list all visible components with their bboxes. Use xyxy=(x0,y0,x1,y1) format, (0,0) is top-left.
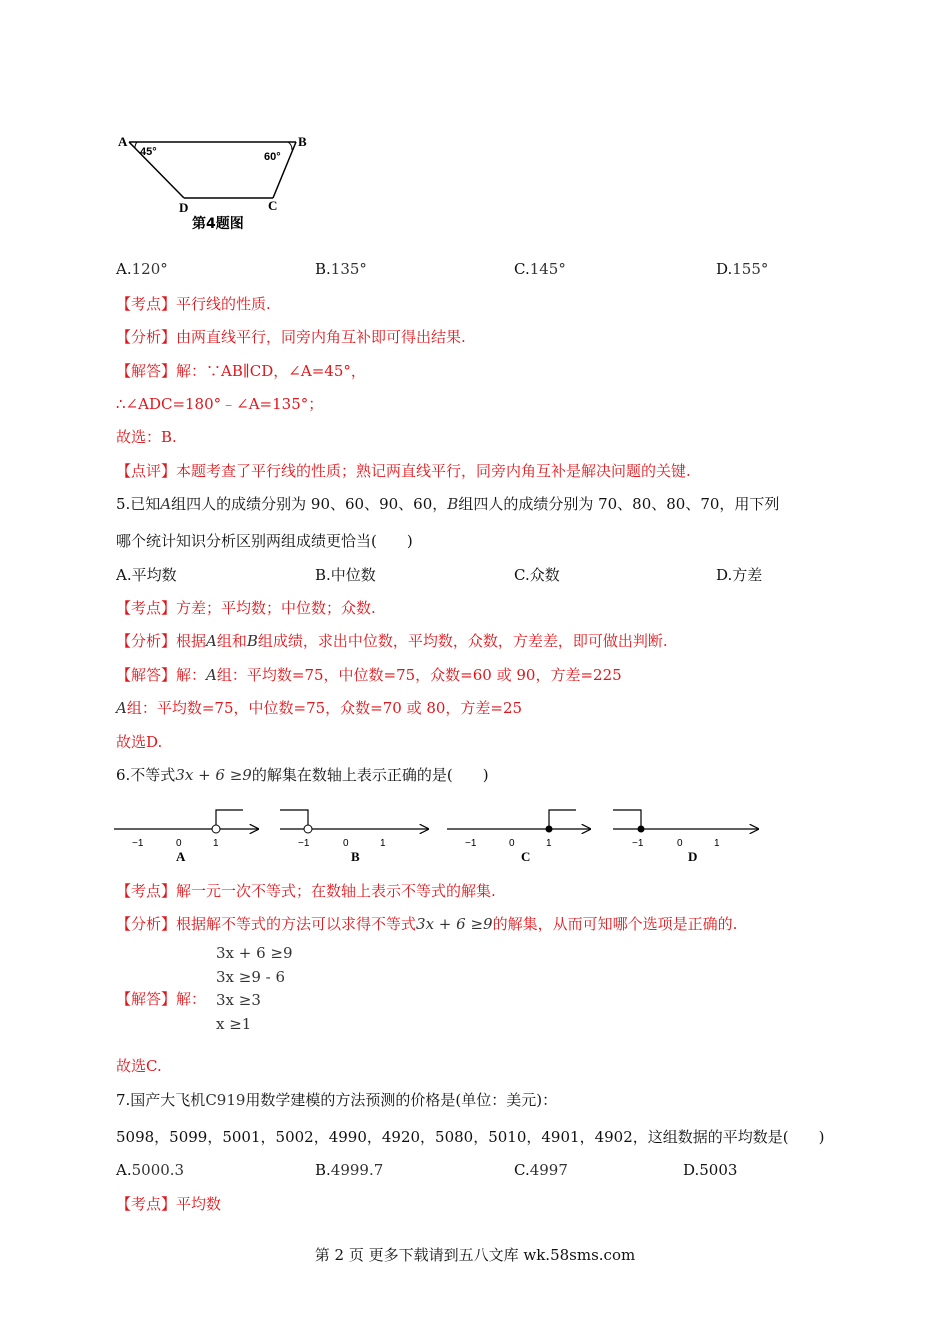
q4-jieda-2: ∴∠ADC=180°﹣∠A=135°； xyxy=(116,395,324,413)
svg-text:1: 1 xyxy=(714,838,720,849)
q4-option-a: A.120° xyxy=(116,260,168,278)
svg-text:0: 0 xyxy=(176,838,182,849)
q5-stem-1: 5.已知A组四人的成绩分别为 90、60、90、60，B组四人的成绩分别为 70、80、80、70，用下列 xyxy=(116,495,780,513)
svg-text:C: C xyxy=(521,849,531,864)
q6-jieda: 【解答】解： xyxy=(116,990,207,1008)
q6-step-3: 3x ≥3 xyxy=(216,991,261,1009)
svg-text:A: A xyxy=(176,849,186,864)
svg-text:0: 0 xyxy=(509,838,515,849)
angle-b-label: 60° xyxy=(264,151,281,163)
q6-answer: 故选C. xyxy=(116,1057,162,1075)
q4-fenxi: 【分析】由两直线平行，同旁内角互补即可得出结果. xyxy=(116,328,466,346)
q5-kaodian: 【考点】方差；平均数；中位数；众数. xyxy=(116,599,376,617)
q7-kaodian: 【考点】平均数 xyxy=(116,1195,222,1213)
q5-option-d: D.方差 xyxy=(716,566,763,584)
page-footer: 第 2 页 更多下载请到五八文库 wk.58sms.com xyxy=(314,1246,636,1264)
q7-option-b: B.4999.7 xyxy=(315,1161,384,1179)
q6-step-1: 3x + 6 ≥9 xyxy=(216,944,293,962)
vertex-a: A xyxy=(118,134,128,149)
q4-answer: 故选：B. xyxy=(116,428,177,446)
q5-option-a: A.平均数 xyxy=(116,566,177,584)
q7-stem-1: 7.国产大飞机C919用数学建模的方法预测的价格是(单位：美元)： xyxy=(116,1091,558,1109)
q5-fenxi: 【分析】根据A组和B组成绩，求出中位数，平均数，众数，方差差，即可做出判断. xyxy=(116,632,668,650)
q6-step-2: 3x ≥9 - 6 xyxy=(216,968,286,986)
svg-text:−1: −1 xyxy=(465,838,477,849)
q5-option-c: C.众数 xyxy=(514,566,560,584)
svg-text:1: 1 xyxy=(546,838,552,849)
number-line-a xyxy=(114,810,258,864)
angle-a-label: 45° xyxy=(140,146,157,158)
svg-text:−1: −1 xyxy=(132,838,144,849)
trapezoid-figure xyxy=(112,128,322,238)
svg-text:0: 0 xyxy=(677,838,683,849)
svg-text:1: 1 xyxy=(213,838,219,849)
number-line-d xyxy=(613,810,758,864)
svg-text:1: 1 xyxy=(380,838,386,849)
q7-option-c: C.4997 xyxy=(514,1161,568,1179)
q6-kaodian: 【考点】解一元一次不等式；在数轴上表示不等式的解集. xyxy=(116,882,496,900)
vertex-c: C xyxy=(268,198,278,213)
svg-text:−1: −1 xyxy=(298,838,310,849)
svg-text:D: D xyxy=(688,849,698,864)
q7-stem-2: 5098，5099，5001，5002，4990，4920，5080，5010，4901，4902，这组数据的平均数是( ) xyxy=(116,1128,825,1146)
figure-caption: 第4题图 xyxy=(192,216,244,232)
q5-jieda-2: A组：平均数=75，中位数=75，众数=70 或 80，方差=25 xyxy=(116,699,523,717)
q5-jieda: 【解答】解：A组：平均数=75，中位数=75，众数=60 或 90，方差=225 xyxy=(116,666,622,684)
vertex-d: D xyxy=(179,200,189,215)
q7-option-d: D.5003 xyxy=(683,1161,738,1179)
q6-fenxi: 【分析】根据解不等式的方法可以求得不等式3x + 6 ≥9的解集，从而可知哪个选项是正确的. xyxy=(116,915,738,933)
q5-stem-2: 哪个统计知识分析区别两组成绩更恰当( ) xyxy=(116,532,413,550)
svg-text:B: B xyxy=(351,849,360,864)
number-line-c xyxy=(447,810,590,864)
q4-option-d: D.155° xyxy=(716,260,769,278)
svg-text:−1: −1 xyxy=(632,838,644,849)
vertex-b: B xyxy=(298,134,307,149)
q4-kaodian: 【考点】平行线的性质. xyxy=(116,295,271,313)
q4-option-c: C.145° xyxy=(514,260,566,278)
q4-dianping: 【点评】本题考查了平行线的性质；熟记两直线平行，同旁内角互补是解决问题的关键. xyxy=(116,462,691,480)
q6-step-4: x ≥1 xyxy=(216,1015,252,1033)
q6-stem: 6.不等式3x + 6 ≥9的解集在数轴上表示正确的是( ) xyxy=(116,766,489,784)
q4-jieda: 【解答】解：∵AB∥CD，∠A=45°， xyxy=(116,362,366,380)
q4-option-b: B.135° xyxy=(315,260,367,278)
q5-option-b: B.中位数 xyxy=(315,566,376,584)
number-line-b xyxy=(280,810,428,864)
q5-answer: 故选D. xyxy=(116,733,163,751)
svg-text:0: 0 xyxy=(343,838,349,849)
q7-option-a: A.5000.3 xyxy=(116,1161,185,1179)
number-lines-figure xyxy=(110,802,770,868)
